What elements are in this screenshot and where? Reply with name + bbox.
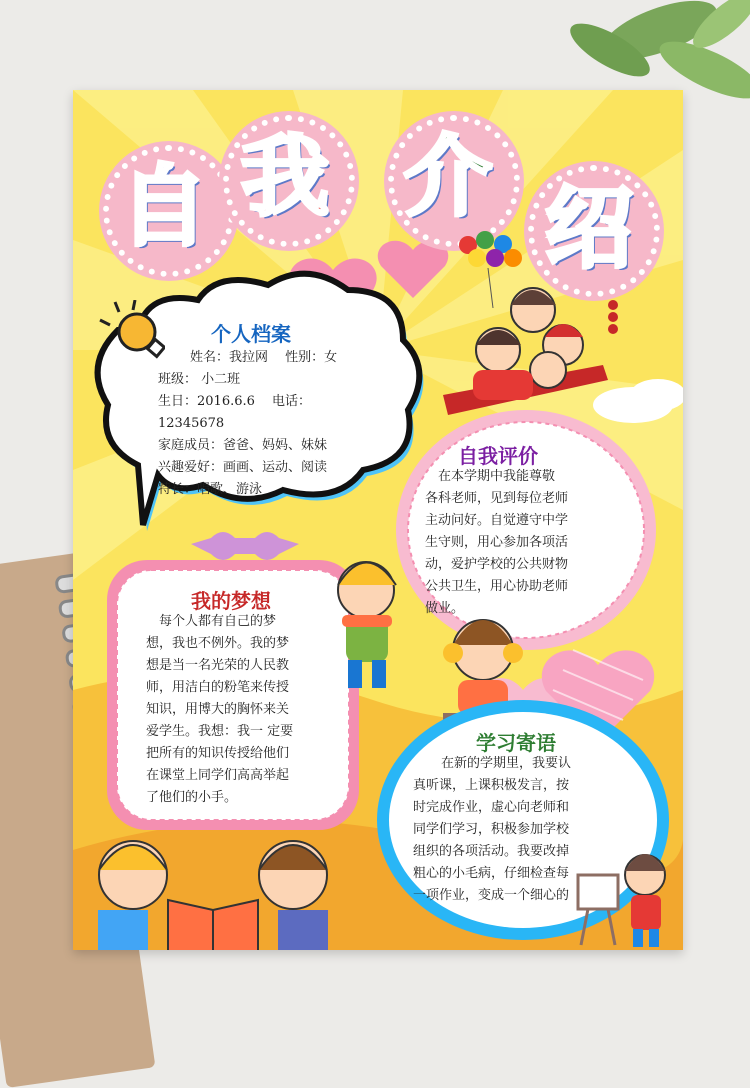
title-char-1: 自 [120, 155, 209, 258]
profile-line-1: 姓名：我拉网 性别：女 [190, 350, 338, 365]
dream-line-6: 爱学生。我想：我一 定要 [146, 724, 294, 739]
title-char-2: 我 [241, 125, 330, 228]
study-line-5: 组织的各项活动。我要改掉 [413, 844, 570, 859]
kids-reading-book-illustration [78, 815, 348, 950]
evaluation-line-2: 各科老师，见到每位老师 [425, 491, 569, 506]
profile-line-2: 班级： 小二班 [158, 372, 241, 387]
study-line-3: 时完成作业，虚心向老师和 [413, 800, 570, 815]
dream-line-4: 师，用洁白的粉笔来传授 [146, 680, 290, 695]
dream-line-9: 了他们的小手。 [146, 790, 238, 805]
evaluation-line-3: 主动问好。自觉遵守中学 [425, 513, 569, 528]
profile-line-7: 特长：唱歌、游泳 [158, 482, 263, 497]
study-text [413, 753, 571, 907]
dream-heading: 我的梦想 [191, 589, 271, 613]
profile-heading: 个人档案 [211, 322, 291, 346]
profile-line-3: 生日：2016.6.6 电话： [158, 394, 312, 409]
evaluation-text [425, 466, 568, 620]
dream-line-3: 想是当一名光荣的人民教 [146, 658, 290, 673]
painter-boy-illustration [573, 845, 678, 950]
dream-line-8: 在课堂上同学们高高举起 [146, 768, 290, 783]
study-line-2: 真听课，上课积极发言，按 [413, 778, 570, 793]
study-line-7: 一项作业，变成一个细心的 [413, 888, 570, 903]
self-introduction-poster [73, 90, 683, 950]
profile-line-4: 12345678 [158, 416, 225, 431]
dream-text [146, 611, 293, 809]
evaluation-line-5: 动，爱护学校的公共财物 [425, 557, 569, 572]
dream-line-2: 想，我也不例外。我的梦 [146, 636, 290, 651]
lightbulb-icon [95, 300, 165, 365]
profile-line-6: 兴趣爱好：画画、运动、阅读 [158, 460, 328, 475]
dream-line-7: 把所有的知识传授给他们 [146, 746, 290, 761]
evaluation-line-7: 做业。 [425, 601, 465, 616]
dream-line-1: 每个人都有自己的梦 [146, 614, 277, 629]
kids-sledding-illustration [423, 275, 623, 425]
study-line-1: 在新的学期里，我要认 [441, 756, 572, 771]
title-char-4: 绍 [545, 177, 634, 280]
dream-line-5: 知识，用博大的胸怀来关 [146, 702, 290, 717]
profile-text [158, 347, 337, 501]
evaluation-line-4: 生守则，用心参加各项活 [425, 535, 569, 550]
study-line-4: 同学们学习，积极参加学校 [413, 822, 570, 837]
evaluation-heading: 自我评价 [458, 444, 538, 468]
study-heading: 学习寄语 [476, 731, 556, 755]
study-line-6: 粗心的小毛病，仔细检查每 [413, 866, 570, 881]
title-char-3: 介 [404, 125, 493, 228]
evaluation-line-1: 在本学期中我能尊敬 [425, 469, 556, 484]
profile-line-5: 家庭成员：爸爸、妈妈、妹妹 [158, 438, 328, 453]
boy-with-scarf-illustration [318, 545, 418, 695]
evaluation-line-6: 公共卫生，用心协助老师 [425, 579, 569, 594]
